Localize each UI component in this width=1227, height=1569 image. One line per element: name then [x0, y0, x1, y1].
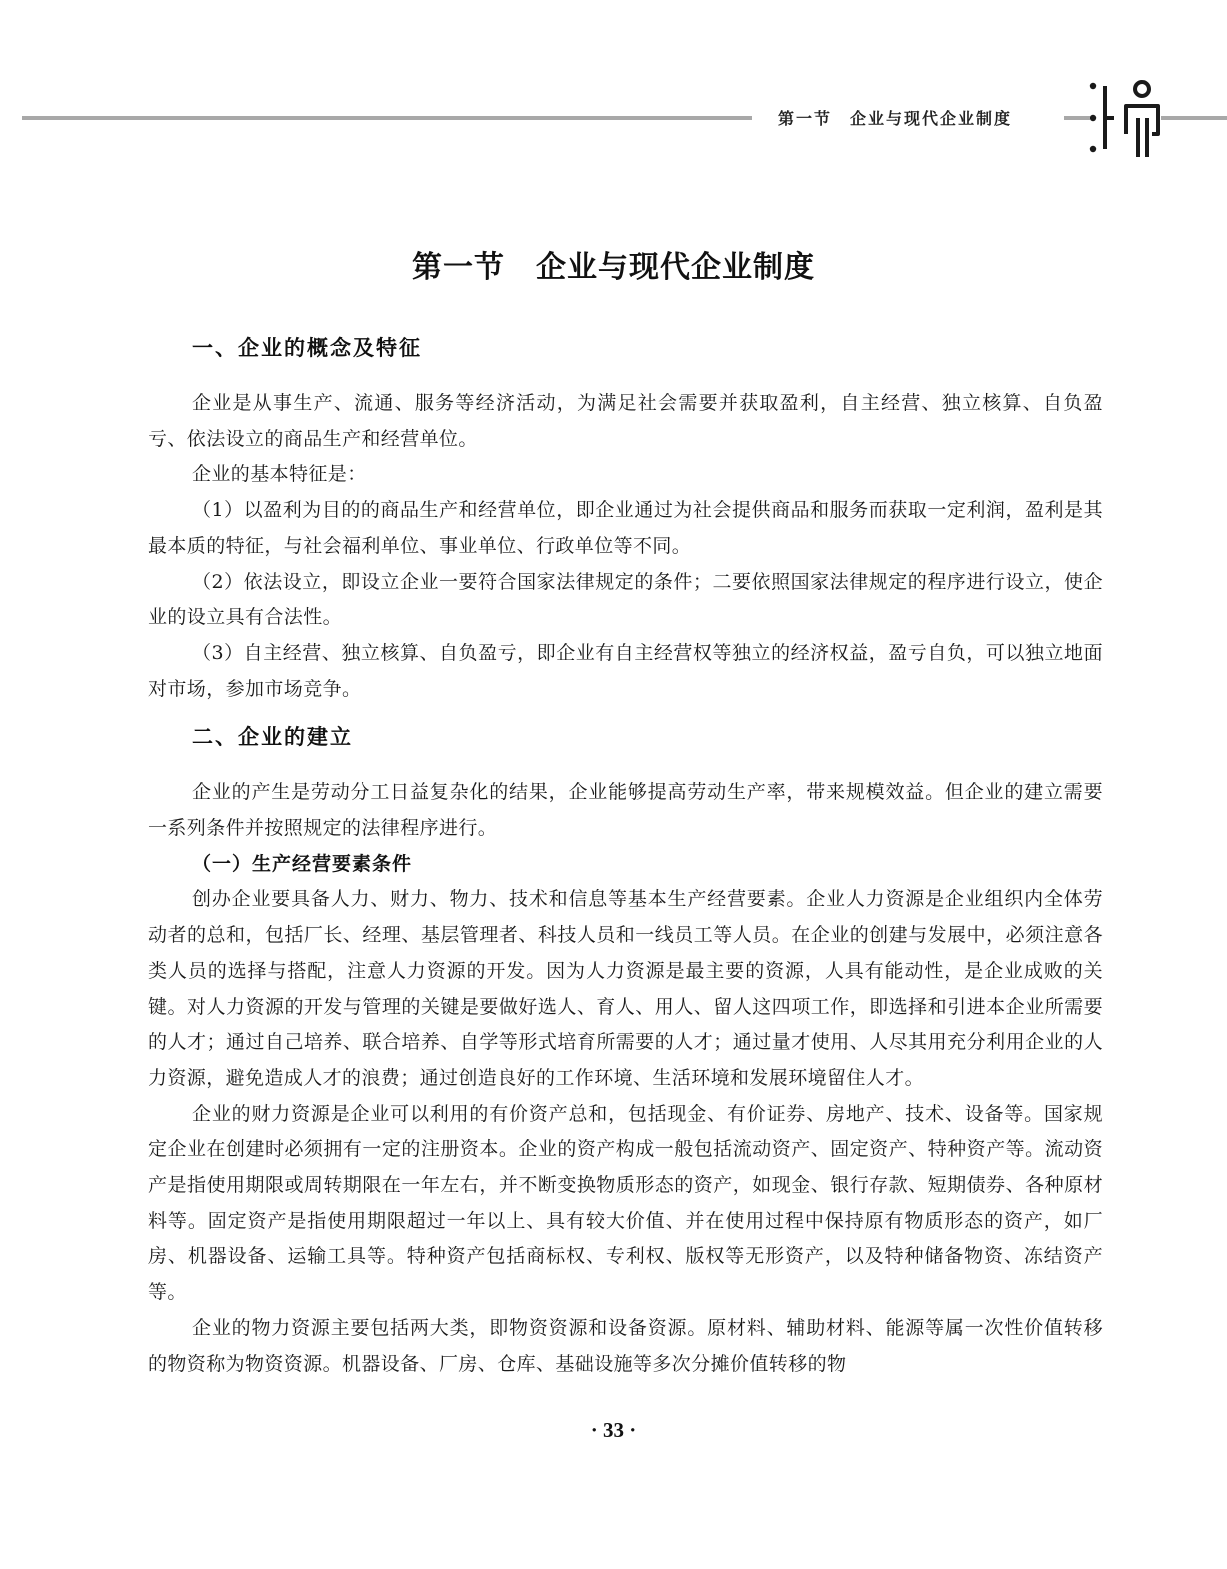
- section-heading-establishment: 二、企业的建立: [192, 725, 353, 750]
- header-rule-left: [22, 116, 752, 120]
- paragraph: 企业的基本特征是：: [192, 463, 367, 486]
- list-item: （2）依法设立，即设立企业一要符合国家法律规定的条件；二要依照国家法律规定的程序进行设立，使企业的设立具有合法性。: [148, 570, 1103, 629]
- paragraph: 创办企业要具备人力、财力、物力、技术和信息等基本生产经营要素。企业人力资源是企业组织内全体劳动者的总和，包括厂长、经理、基层管理者、科技人员和一线员工等人员。在企业的创建与发展中，必须注意各类人员的选择与搭配，注意人力资源的开发。因为人力资源是最主要的资源，人具有能动性，是企业成败的关键。对人力资源的开发与管理的关键是要做好选人、育人、用人、留人这四项工作，即选择和引进本企业所需要的人才；通过自己培养、联合培养、自学等形式培育所需要的人才；通过量才使用、人尽其用充分利用企业的人力资源，避免造成人才的浪费；通过创造良好的工作环境、生活环境和发展环境留住人才。: [148, 888, 1103, 1089]
- subsection-heading: （一）生产经营要素条件: [192, 852, 413, 875]
- chapter-title: 第一节 企业与现代企业制度: [412, 250, 815, 286]
- paragraph: 企业是从事生产、流通、服务等经济活动，为满足社会需要并获取盈利，自主经营、独立核算、自负盈亏、依法设立的商品生产和经营单位。: [148, 392, 1103, 450]
- page-number: · 33 ·: [590, 1418, 637, 1442]
- paragraph: 企业的产生是劳动分工日益复杂化的结果，企业能够提高劳动生产率，带来规模效益。但企业的建立需要一系列条件并按照规定的法律程序进行。: [148, 781, 1103, 840]
- chapter-person-icon: [1064, 78, 1164, 160]
- section-heading-concept: 一、企业的概念及特征: [192, 336, 422, 360]
- list-item: （1）以盈利为目的的商品生产和经营单位，即企业通过为社会提供商品和服务而获取一定利润，盈利是其最本质的特征，与社会福利单位、事业单位、行政单位等不同。: [148, 499, 1103, 557]
- list-item: （3）自主经营、独立核算、自负盈亏，即企业有自主经营权等独立的经济权益，盈亏自负，可以独立地面对市场，参加市场竞争。: [148, 641, 1103, 700]
- paragraph: 企业的财力资源是企业可以利用的有价资产总和，包括现金、有价证券、房地产、技术、设备等。国家规定企业在创建时必须拥有一定的注册资本。企业的资产构成一般包括流动资产、固定资产、特种资产等。流动资产是指使用期限或周转期限在一年左右，并不断变换物质形态的资产，如现金、银行存款、短期债券、各种原材料等。固定资产是指使用期限超过一年以上、具有较大价值、并在使用过程中保持原有物质形态的资产，如厂房、机器设备、运输工具等。特种资产包括商标权、专利权、版权等无形资产，以及特种储备物资、冻结资产等。: [148, 1102, 1103, 1304]
- running-head: 第一节 企业与现代企业制度: [778, 109, 1013, 128]
- header-rule-right: [1161, 116, 1227, 120]
- paragraph: 企业的物力资源主要包括两大类，即物资资源和设备资源。原材料、辅助材料、能源等属一次性价值转移的物资称为物资资源。机器设备、厂房、仓库、基础设施等多次分摊价值转移的物: [148, 1316, 1103, 1375]
- page-content: [148, 326, 1103, 1382]
